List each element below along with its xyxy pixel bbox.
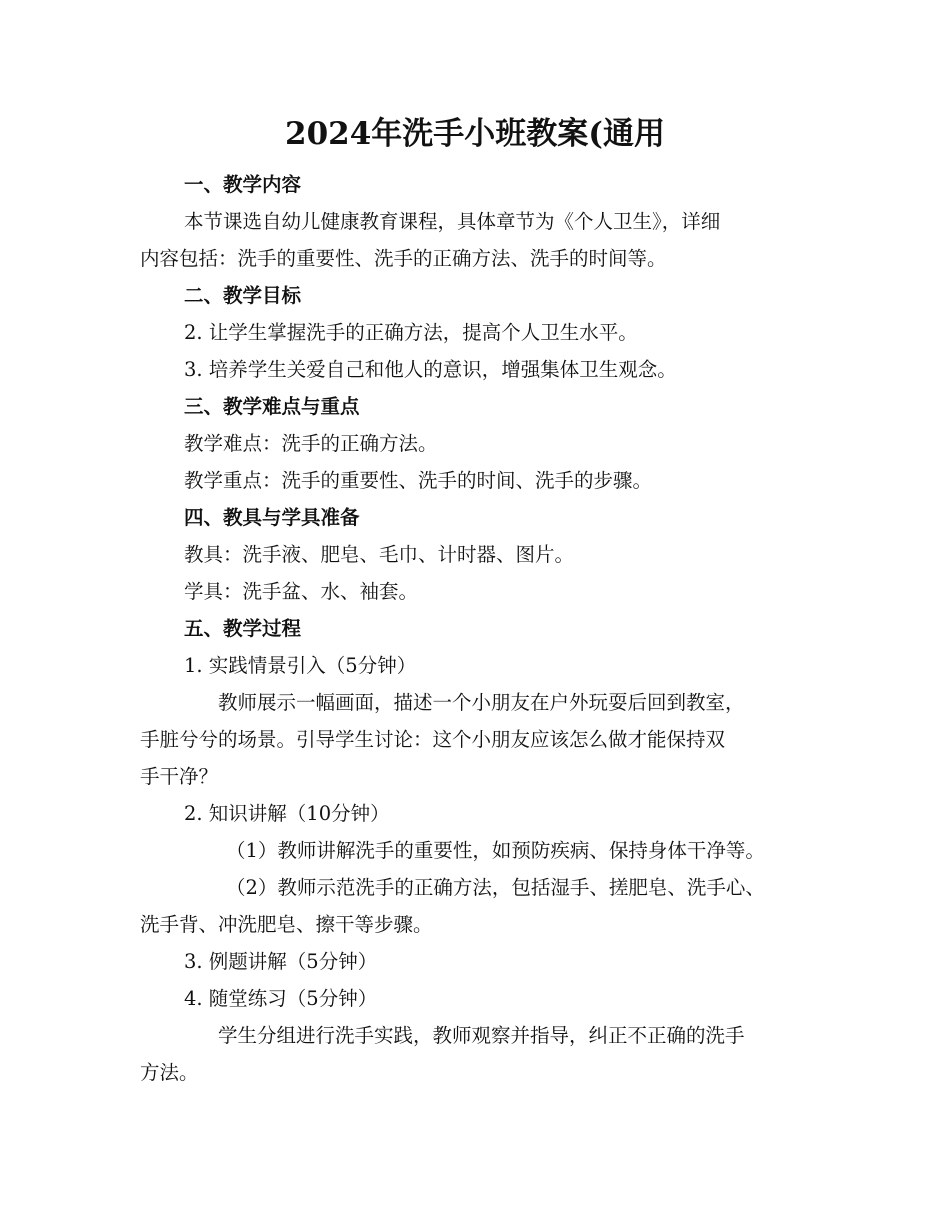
difficulty-line: 教学难点：洗手的正确方法。 [184,432,438,455]
process-paragraph-line: 学生分组进行洗手实践，教师观察并指导，纠正不正确的洗手 [218,1024,745,1047]
content-paragraph-line: 内容包括：洗手的重要性、洗手的正确方法、洗手的时间等。 [140,247,667,270]
document-title: 2024年洗手小班教案(通用 [285,116,665,152]
process-step: 4. 随堂练习（5分钟） [184,987,378,1010]
section-heading-tools: 四、教具与学具准备 [184,506,360,529]
content-paragraph-line: 本节课选自幼儿健康教育课程，具体章节为《个人卫生》，详细 [184,210,721,233]
section-heading-process: 五、教学过程 [184,617,302,640]
process-step: 2. 知识讲解（10分钟） [184,802,390,825]
process-paragraph-line: 方法。 [140,1061,199,1084]
process-sub-item: （1）教师讲解洗手的重要性，如预防疾病、保持身体干净等。 [226,839,765,862]
section-heading-content: 一、教学内容 [184,173,302,196]
process-paragraph-line: 手脏兮兮的场景。引导学生讨论：这个小朋友应该怎么做才能保持双 [140,728,726,751]
process-step: 1. 实践情景引入（5分钟） [184,654,417,677]
section-heading-goals: 二、教学目标 [184,284,302,307]
goal-item: 3. 培养学生关爱自己和他人的意识，增强集体卫生观念。 [184,358,677,381]
goal-item: 2. 让学生掌握洗手的正确方法，提高个人卫生水平。 [184,321,638,344]
process-step: 3. 例题讲解（5分钟） [184,950,378,973]
process-sub-item: （2）教师示范洗手的正确方法，包括湿手、搓肥皂、洗手心、 [226,876,765,899]
section-heading-difficulty: 三、教学难点与重点 [184,395,360,418]
key-point-line: 教学重点：洗手的重要性、洗手的时间、洗手的步骤。 [184,469,653,492]
process-paragraph-line: 教师展示一幅画面，描述一个小朋友在户外玩耍后回到教室， [218,691,745,714]
process-sub-item-line: 洗手背、冲洗肥皂、擦干等步骤。 [140,913,433,936]
teacher-tools-line: 教具：洗手液、肥皂、毛巾、计时器、图片。 [184,543,575,566]
process-paragraph-line: 手干净？ [140,765,219,788]
student-tools-line: 学具：洗手盆、水、袖套。 [184,580,419,603]
